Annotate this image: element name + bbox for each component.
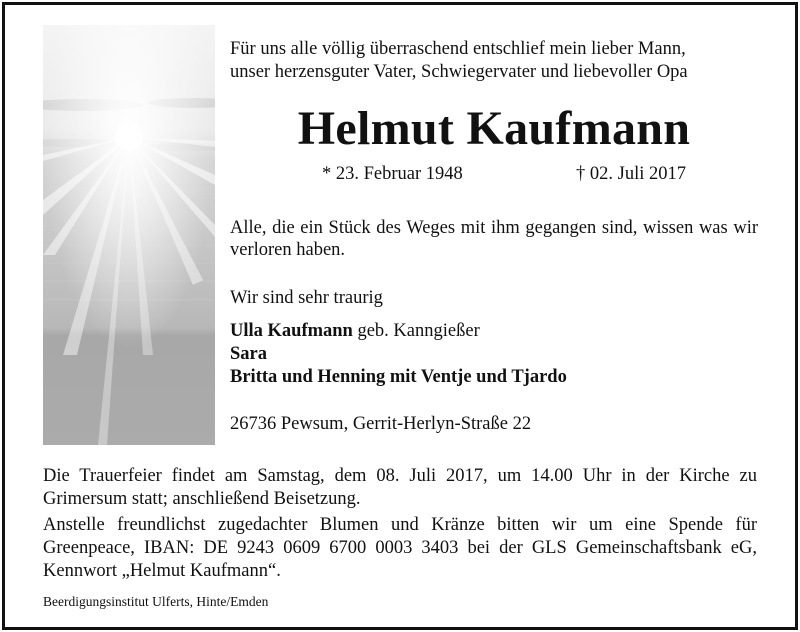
birth-date: * 23. Februar 1948 xyxy=(322,164,463,184)
mourner-line-widow xyxy=(230,320,567,343)
condolence-line: Wir sind sehr traurig xyxy=(230,288,383,308)
family-address: 26736 Pewsum, Gerrit-Herlyn-Straße 22 xyxy=(230,414,532,434)
mourner-line-3 xyxy=(230,366,567,389)
deceased-name: Helmut Kaufmann xyxy=(297,102,691,155)
memorial-quote: Alle, die ein Stück des Weges mit ihm gegangen sind, wissen was wir verloren haben. xyxy=(230,218,758,260)
undertaker-credit: Beerdigungsinstitut Ulferts, Hinte/Emden xyxy=(43,594,269,609)
intro-line-2: unser herzensguter Vater, Schwiegervater und liebevoller Opa xyxy=(230,62,688,82)
donation-info: Anstelle freundlichst zugedachter Blumen und Kränze bitten wir um eine Spende für Greenpeace, IBAN: DE 9243 0609 6700 0003 3403 bei der GLS Gemeinschaftsbank eG, Kennwort „Helmut Kaufmann“. xyxy=(43,515,757,581)
mourner-name: Britta und Henning mit Ventje und Tjardo xyxy=(230,367,567,387)
mourner-line-2 xyxy=(230,343,567,366)
funeral-info: Die Trauerfeier findet am Samstag, dem 08. Juli 2017, um 14.00 Uhr in der Kirche zu Grimersum statt; anschließend Beisetzung. xyxy=(43,466,757,509)
sunrise-sea-image xyxy=(43,25,215,445)
intro-line-1: Für uns alle völlig überraschend entschlief mein lieber Mann, xyxy=(230,39,686,59)
mourner-name: Sara xyxy=(230,344,267,364)
maiden-name: geb. Kanngießer xyxy=(352,321,480,341)
mourner-name: Ulla Kaufmann xyxy=(230,321,353,341)
intro-text xyxy=(230,38,758,84)
mourners-list xyxy=(230,320,567,389)
sun-icon xyxy=(43,25,215,445)
death-date: † 02. Juli 2017 xyxy=(576,164,686,184)
